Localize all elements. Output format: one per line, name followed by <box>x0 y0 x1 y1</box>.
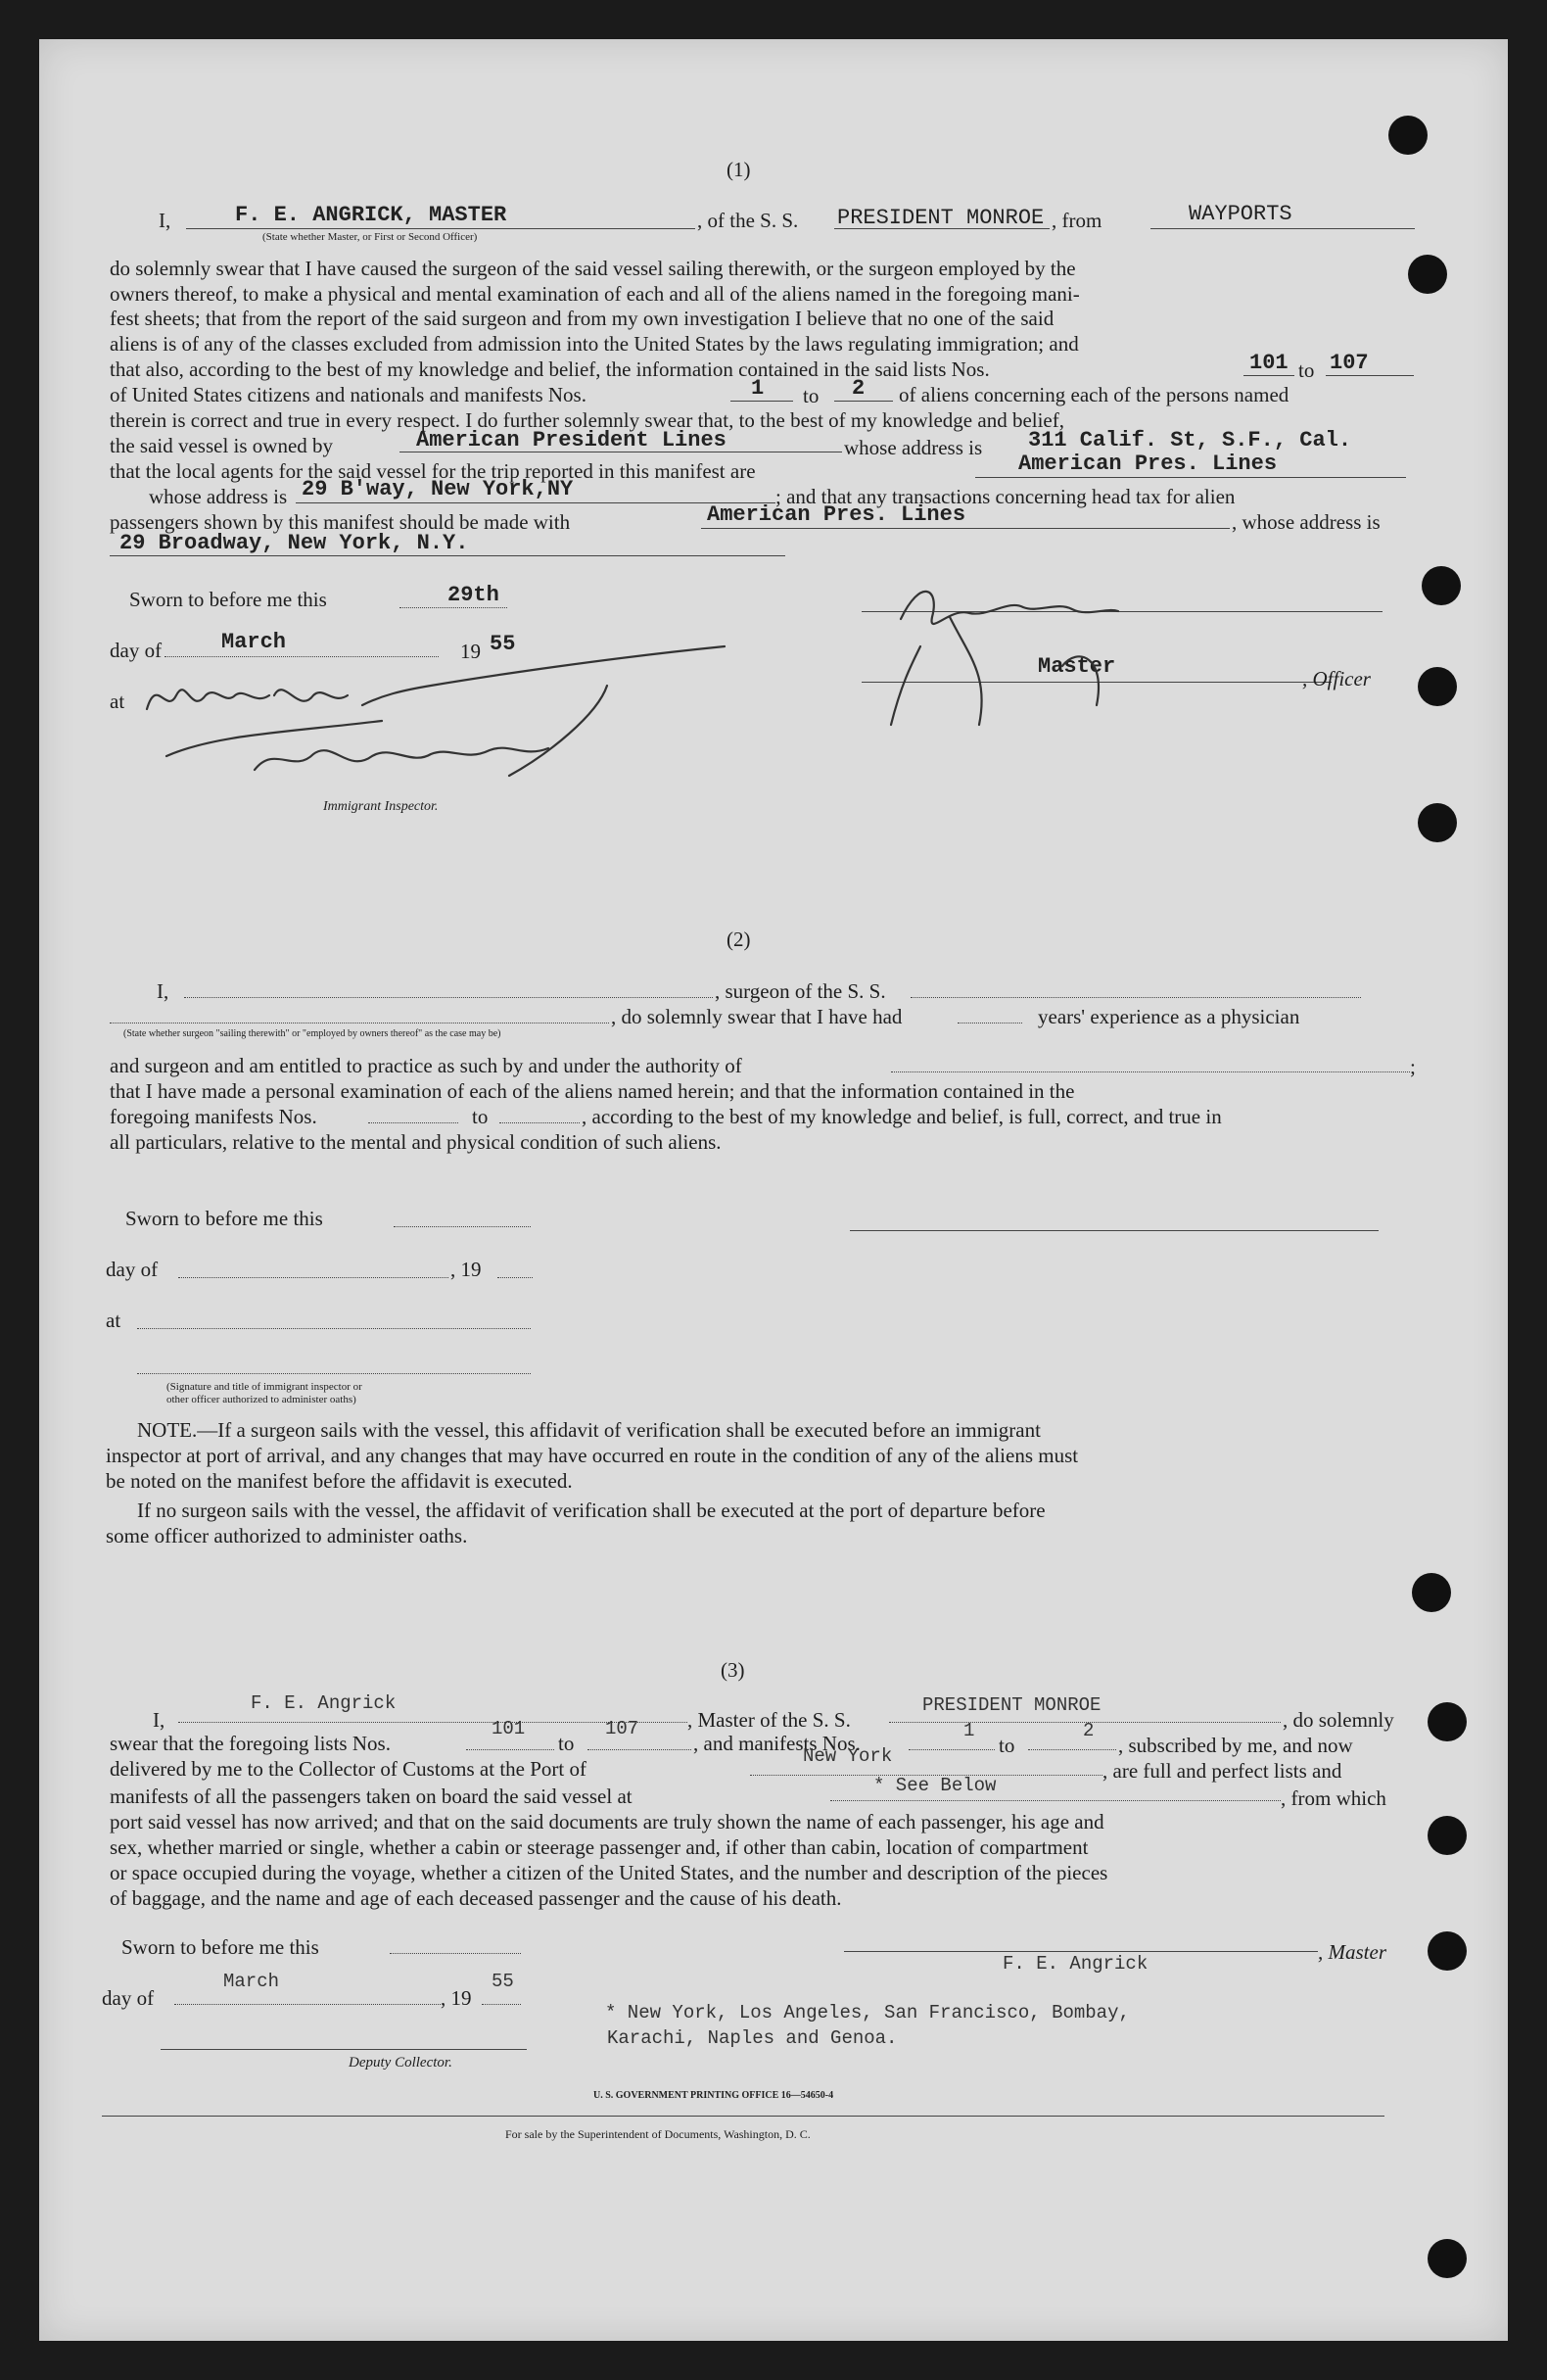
day-of-label-3: day of <box>102 1986 155 2010</box>
punch-hole <box>1388 116 1428 155</box>
oath-line-3: fest sheets; that from the report of the said surgeon and from my own investigation I believe that no one of the said <box>110 307 1055 330</box>
section-3-lists-from-line <box>466 1749 554 1750</box>
subscribed-label: , subscribed by me, and now <box>1118 1734 1353 1757</box>
sworn-day-line-2 <box>394 1226 531 1227</box>
manifest-to-line <box>834 401 893 402</box>
year-1: 55 <box>490 632 516 656</box>
note-line-5: some officer authorized to administer oaths. <box>106 1524 468 1547</box>
agents-address: 29 B'way, New York,NY <box>302 477 574 501</box>
sworn-day-line-3 <box>390 1953 521 1954</box>
section-3-line-6: or space occupied during the voyage, whether a citizen of the United States, and the number and description of the pieces <box>110 1861 1108 1884</box>
exam-text: that I have made a personal examination of each of the aliens named herein; and that the information contained in the <box>110 1079 1075 1103</box>
officer-title: Master <box>1038 654 1116 679</box>
head-tax-address: 29 Broadway, New York, N.Y. <box>119 531 469 555</box>
section-3-i-label: I, <box>153 1708 165 1732</box>
section-3-line-5: sex, whether married or single, whether a cabin or steerage passenger and, if other than cabin, location of compartment <box>110 1835 1089 1859</box>
signature-line-2 <box>137 1373 531 1374</box>
master-name: F. E. ANGRICK, MASTER <box>235 203 507 227</box>
deputy-caption: Deputy Collector. <box>349 2055 452 2071</box>
punch-hole <box>1412 1573 1451 1612</box>
oath-line-4: aliens is of any of the classes excluded from admission into the United States by the laws regulating immigration; and <box>110 332 1079 356</box>
owner-address-label: whose address is <box>844 436 983 459</box>
punch-hole <box>1428 1702 1467 1741</box>
section-3-to-word-2: to <box>999 1734 1015 1757</box>
from-line <box>1150 228 1415 229</box>
master-of-label: , Master of the S. S. <box>687 1708 851 1732</box>
and-manifests-label: , and manifests Nos. <box>693 1732 861 1755</box>
years-text: years' experience as a physician <box>1038 1005 1300 1028</box>
from-label: , from <box>1052 209 1102 232</box>
swear-text: , do solemnly swear that I have had <box>611 1005 903 1028</box>
day-of-label-2: day of <box>106 1258 159 1281</box>
correct-line: therein is correct and true in every respect. I do further solemnly swear that, to the best of my knowledge and belief, <box>110 408 1064 432</box>
particulars-text: all particulars, relative to the mental and physical condition of such aliens. <box>110 1130 722 1154</box>
section-3-manifest-from-line <box>909 1749 995 1750</box>
port-footnote-2: Karachi, Naples and Genoa. <box>607 2027 898 2049</box>
signer-line <box>844 1951 1318 1952</box>
state-caption: (State whether Master, or First or Second Officer) <box>262 231 478 243</box>
handwritten-signature-area <box>137 548 1312 803</box>
month-line-2 <box>178 1277 448 1278</box>
section-1-i-label: I, <box>159 209 171 232</box>
owned-by-label: the said vessel is owned by <box>110 434 334 457</box>
manifest-from: 1 <box>751 376 765 401</box>
section-3-line-4: port said vessel has now arrived; and that on the said documents are truly shown the name of each passenger, his age and <box>110 1810 1104 1833</box>
manifests-from-line <box>368 1122 458 1123</box>
punch-hole <box>1428 1931 1467 1971</box>
authority-semicolon: ; <box>1410 1055 1416 1078</box>
head-tax-party-line <box>701 528 1230 529</box>
section-3-lists-to-line <box>587 1749 691 1750</box>
manifest-to-word: to <box>803 384 820 407</box>
agents-address-label: whose address is <box>149 485 288 508</box>
oath-line-2: owners thereof, to make a physical and mental examination of each and all of the aliens named in the foregoing mani- <box>110 282 1080 306</box>
lists-to-word: to <box>1298 358 1315 382</box>
month-1: March <box>221 630 287 654</box>
vessel-line <box>834 228 1050 229</box>
punch-hole <box>1418 667 1457 706</box>
year-3: 55 <box>492 1971 514 1992</box>
note-line-3: be noted on the manifest before the affidavit is executed. <box>106 1469 573 1493</box>
citizens-text-a: of United States citizens and nationals and manifests Nos. <box>110 383 586 406</box>
section-3-manifest-to: 2 <box>1083 1720 1095 1741</box>
punch-hole <box>1422 566 1461 605</box>
year-prefix-2: , 19 <box>450 1258 482 1281</box>
section-3-manifest-to-line <box>1028 1749 1116 1750</box>
delivered-text-b: , are full and perfect lists and <box>1102 1759 1342 1783</box>
manifests-to-line <box>499 1122 580 1123</box>
taken-at-line <box>830 1800 1281 1801</box>
sale-line: For sale by the Superintendent of Documents, Washington, D. C. <box>505 2127 811 2141</box>
section-1-number: (1) <box>727 158 751 181</box>
note-line-1: NOTE.—If a surgeon sails with the vessel, this affidavit of verification shall be executed before an immigrant <box>137 1418 1041 1442</box>
punch-hole <box>1428 1816 1467 1855</box>
manifest-to: 2 <box>852 376 866 401</box>
owner-address: 311 Calif. St, S.F., Cal. <box>1028 428 1352 452</box>
authority-text: and surgeon and am entitled to practice as such by and under the authority of <box>110 1054 742 1077</box>
sworn-label-2: Sworn to before me this <box>125 1207 323 1230</box>
surgeon-of-label: , surgeon of the S. S. <box>715 979 886 1003</box>
section-3-lists-to: 107 <box>605 1718 639 1739</box>
note-line-2: inspector at port of arrival, and any changes that may have occurred en route in the condition of any of the aliens must <box>106 1444 1079 1467</box>
officer-label: , Officer <box>1302 667 1371 690</box>
section-3-line-7: of baggage, and the name and age of each deceased passenger and the cause of his death. <box>110 1886 842 1910</box>
citizens-text-b: of aliens concerning each of the persons named <box>899 383 1289 406</box>
head-tax-text: ; and that any transactions concerning head tax for alien <box>775 485 1236 508</box>
taken-at: * See Below <box>873 1775 997 1796</box>
lists-from-line <box>1243 375 1294 376</box>
day-of-label-1: day of <box>110 639 163 662</box>
surgeon-state-caption: (State whether surgeon "sailing therewith" or "employed by owners thereof" as the case may be) <box>123 1028 501 1039</box>
deputy-signature-line <box>161 2049 527 2050</box>
year-line-3 <box>482 2004 521 2005</box>
gpo-line: U. S. GOVERNMENT PRINTING OFFICE 16—54650-4 <box>593 2090 834 2101</box>
of-ss-label: , of the S. S. <box>697 209 799 232</box>
footer-rule <box>102 2116 1384 2117</box>
surgeon-vessel-line <box>911 997 1361 998</box>
signer-name: F. E. Angrick <box>1003 1953 1149 1975</box>
oath-line-1: do solemnly swear that I have caused the surgeon of the said vessel sailing therewith, or the surgeon employed by the <box>110 257 1076 280</box>
head-tax-party: American Pres. Lines <box>707 502 966 527</box>
month-3: March <box>223 1971 280 1992</box>
agents-address-line <box>296 502 775 503</box>
swear-lists-text: swear that the foregoing lists Nos. <box>110 1732 391 1755</box>
sworn-label-1: Sworn to before me this <box>129 588 327 611</box>
surgeon-name-line <box>184 997 713 998</box>
master-name-line <box>186 228 695 229</box>
punch-hole <box>1418 803 1457 842</box>
month-line-3 <box>174 2004 441 2005</box>
manifest-from-line <box>730 401 793 402</box>
section-3-master-name: F. E. Angrick <box>251 1692 397 1714</box>
punch-hole <box>1428 2239 1467 2278</box>
master-label: , Master <box>1318 1940 1386 1964</box>
port-of-arrival: New York <box>803 1745 893 1767</box>
at-label-2: at <box>106 1309 121 1332</box>
manifests-taken-text-b: , from which <box>1281 1786 1386 1810</box>
delivered-text: delivered by me to the Collector of Customs at the Port of <box>110 1757 586 1781</box>
oath-line-5: that also, according to the best of my knowledge and belief, the information contained in the said lists Nos. <box>110 357 990 381</box>
manifests-taken-text: manifests of all the passengers taken on board the said vessel at <box>110 1785 633 1808</box>
year-prefix-3: , 19 <box>441 1986 472 2010</box>
section-2-i-label: I, <box>157 979 169 1003</box>
passengers-text: passengers shown by this manifest should be made with <box>110 510 571 534</box>
manifest-affidavit-page <box>39 39 1508 2341</box>
surgeon-signature-line <box>850 1230 1379 1231</box>
inspector-caption: Immigrant Inspector. <box>323 799 439 814</box>
punch-hole <box>1408 255 1447 294</box>
local-agents: American Pres. Lines <box>1018 452 1278 476</box>
sworn-label-3: Sworn to before me this <box>121 1935 319 1959</box>
manifests-text-b: , according to the best of my knowledge and belief, is full, correct, and true in <box>582 1105 1222 1128</box>
manifests-to-word: to <box>472 1105 489 1128</box>
section-3-vessel: PRESIDENT MONROE <box>922 1694 1102 1716</box>
port-footnote-1: * New York, Los Angeles, San Francisco, Bombay, <box>605 2002 1130 2023</box>
section-3-to-word-1: to <box>558 1732 575 1755</box>
manifests-text-a: foregoing manifests Nos. <box>110 1105 317 1128</box>
year-line-2 <box>497 1277 533 1278</box>
section-3-number: (3) <box>721 1658 745 1682</box>
sworn-day-1: 29th <box>447 583 499 607</box>
owner-name: American President Lines <box>416 428 727 452</box>
local-agents-line <box>975 477 1406 478</box>
signature-caption-1: (Signature and title of immigrant inspector or <box>166 1381 362 1393</box>
lists-to-line <box>1326 375 1414 376</box>
from-port: WAYPORTS <box>1189 202 1292 226</box>
authority-line <box>891 1071 1410 1072</box>
lists-from: 101 <box>1249 351 1289 375</box>
note-line-4: If no surgeon sails with the vessel, the affidavit of verification shall be executed at the port of departure before <box>137 1499 1046 1522</box>
vessel-name: PRESIDENT MONROE <box>837 206 1045 230</box>
solemnly-label: , do solemnly <box>1283 1708 1394 1732</box>
section-3-manifest-from: 1 <box>963 1720 975 1741</box>
local-agents-label: that the local agents for the said vessel for the trip reported in this manifest are <box>110 459 756 483</box>
section-3-lists-from: 101 <box>492 1718 526 1739</box>
signature-caption-2: other officer authorized to administer oaths) <box>166 1394 356 1405</box>
section-2-number: (2) <box>727 928 751 951</box>
at-line-2 <box>137 1328 531 1329</box>
whose-address-b: , whose address is <box>1232 510 1381 534</box>
at-label-1: at <box>110 690 125 713</box>
lists-to: 107 <box>1330 351 1369 375</box>
year-prefix-1: 19 <box>460 640 481 663</box>
